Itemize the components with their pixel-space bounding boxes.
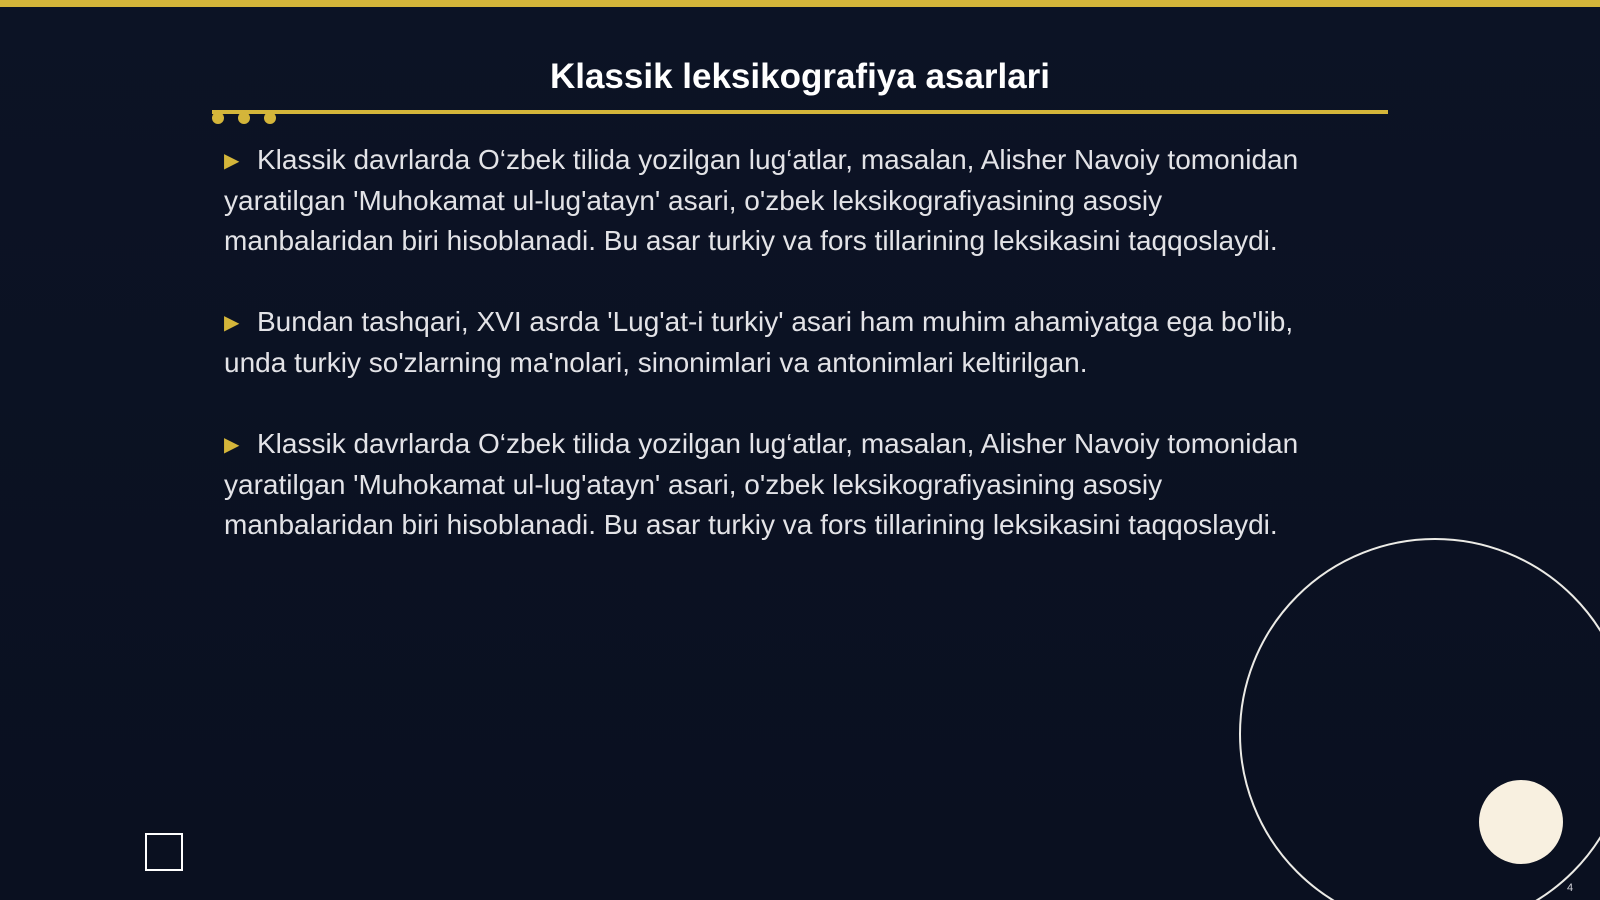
- decorative-circle-filled: [1479, 780, 1563, 864]
- title-underline: [212, 110, 1388, 114]
- decorative-dot: [212, 112, 224, 124]
- bullet-item: [224, 140, 1334, 261]
- decorative-dot: [238, 112, 250, 124]
- bullet-text: Klassik davrlarda O‘zbek tilida yozilgan lug‘atlar, masalan, Alisher Navoiy tomonidan yaratilgan 'Muhokamat ul-lug'atayn' asari, o'zbek leksikografiyasining asosiy manbalaridan biri hisoblanadi. Bu asar turkiy va fors tillarining leksikasini taqqoslaydi.: [224, 428, 1299, 540]
- bullet-text: Bundan tashqari, XVI asrda 'Lug'at-i turkiy' asari ham muhim ahamiyatga ega bo'lib, unda turkiy so'zlarning ma'nolari, sinonimlari va antonimlari keltirilgan.: [224, 306, 1294, 378]
- decorative-square: [145, 833, 183, 871]
- bullet-text: Klassik davrlarda O‘zbek tilida yozilgan lug‘atlar, masalan, Alisher Navoiy tomonidan yaratilgan 'Muhokamat ul-lug'atayn' asari, o'zbek leksikografiyasining asosiy manbalaridan biri hisoblanadi. Bu asar turkiy va fors tillarining leksikasini taqqoslaydi.: [224, 144, 1299, 256]
- slide-title: Klassik leksikografiya asarlari: [549, 57, 1051, 96]
- triangle-right-icon: ▶: [224, 312, 240, 334]
- page-number: 4: [1566, 882, 1574, 894]
- bullet-list: [224, 140, 1334, 586]
- bullet-item: [224, 424, 1334, 545]
- bullet-item: [224, 302, 1334, 383]
- top-accent-bar: [0, 0, 1600, 7]
- triangle-right-icon: ▶: [224, 434, 240, 456]
- triangle-right-icon: ▶: [224, 150, 240, 172]
- decorative-dot: [264, 112, 276, 124]
